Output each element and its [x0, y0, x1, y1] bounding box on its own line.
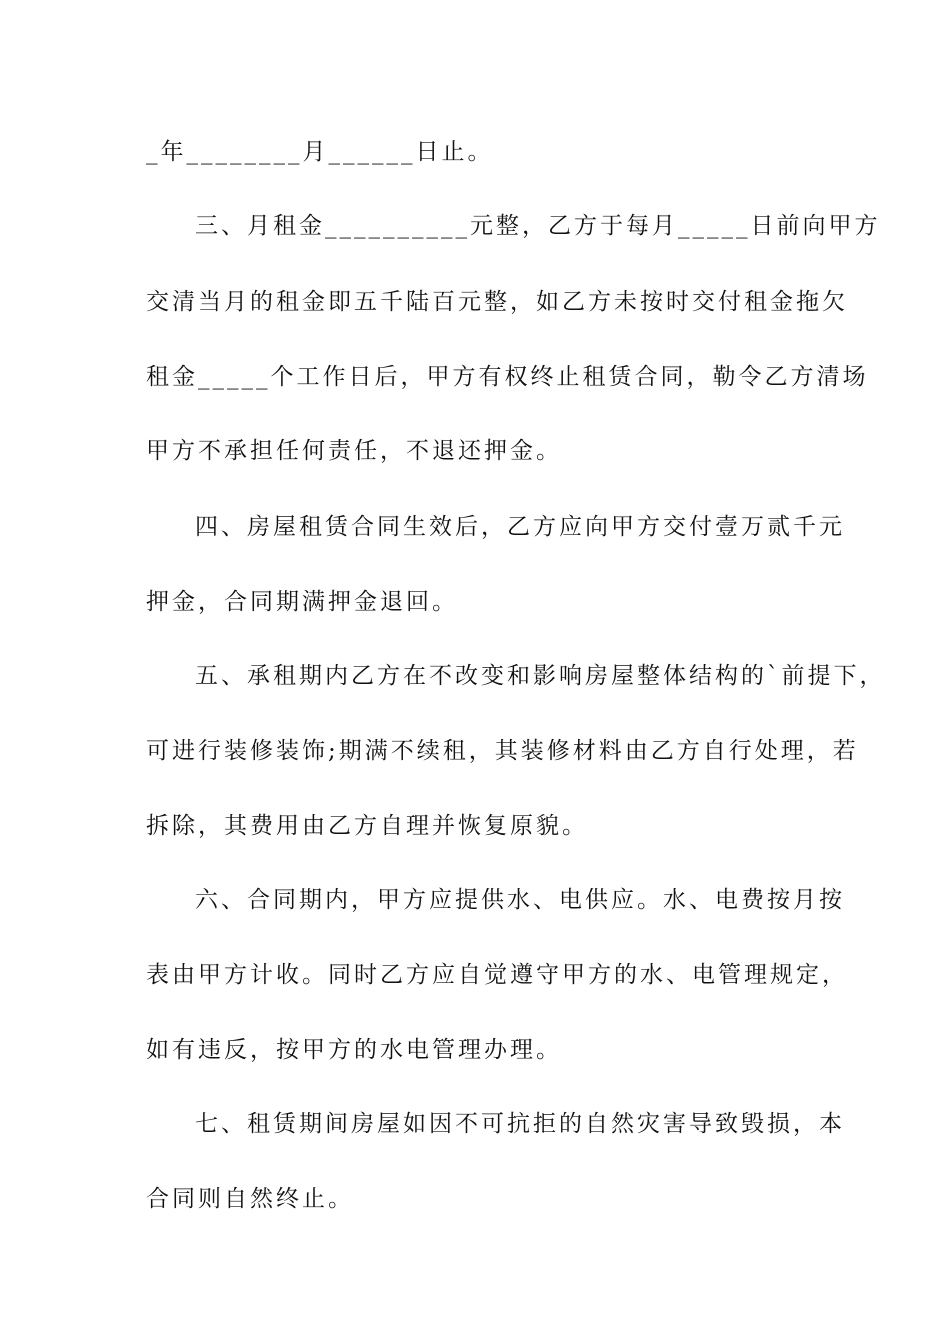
text-line: 合同则自然终止。	[146, 1186, 354, 1212]
clause-4-line: 四、房屋租赁合同生效后，乙方应向甲方交付壹万贰千元	[195, 514, 845, 540]
text-line: 交清当月的租金即五千陆百元整，如乙方未按时交付租金拖欠	[146, 289, 848, 315]
text-line: 押金，合同期满押金退回。	[146, 589, 458, 615]
clause-3-line: 三、月租金__________元整，乙方于每月_____日前向甲方	[195, 213, 881, 239]
text-line: _年________月______日止。	[146, 139, 494, 165]
text-line: 如有违反，按甲方的水电管理办理。	[146, 1037, 562, 1063]
text-line: 拆除，其费用由乙方自理并恢复原貌。	[146, 813, 588, 839]
text-line: 甲方不承担任何责任，不退还押金。	[146, 438, 562, 464]
text-line: 租金_____个工作日后，甲方有权终止租赁合同，勒令乙方清场	[146, 364, 869, 390]
clause-6-line: 六、合同期内，甲方应提供水、电供应。水、电费按月按	[195, 887, 845, 913]
clause-7-line: 七、租赁期间房屋如因不可抗拒的自然灾害导致毁损，本	[195, 1111, 845, 1137]
clause-5-line: 五、承租期内乙方在不改变和影响房屋整体结构的`前提下，	[195, 663, 886, 689]
text-line: 表由甲方计收。同时乙方应自觉遵守甲方的水、电管理规定，	[146, 962, 848, 988]
text-line: 可进行装修装饰;期满不续租，其装修材料由乙方自行处理，若	[146, 738, 859, 764]
